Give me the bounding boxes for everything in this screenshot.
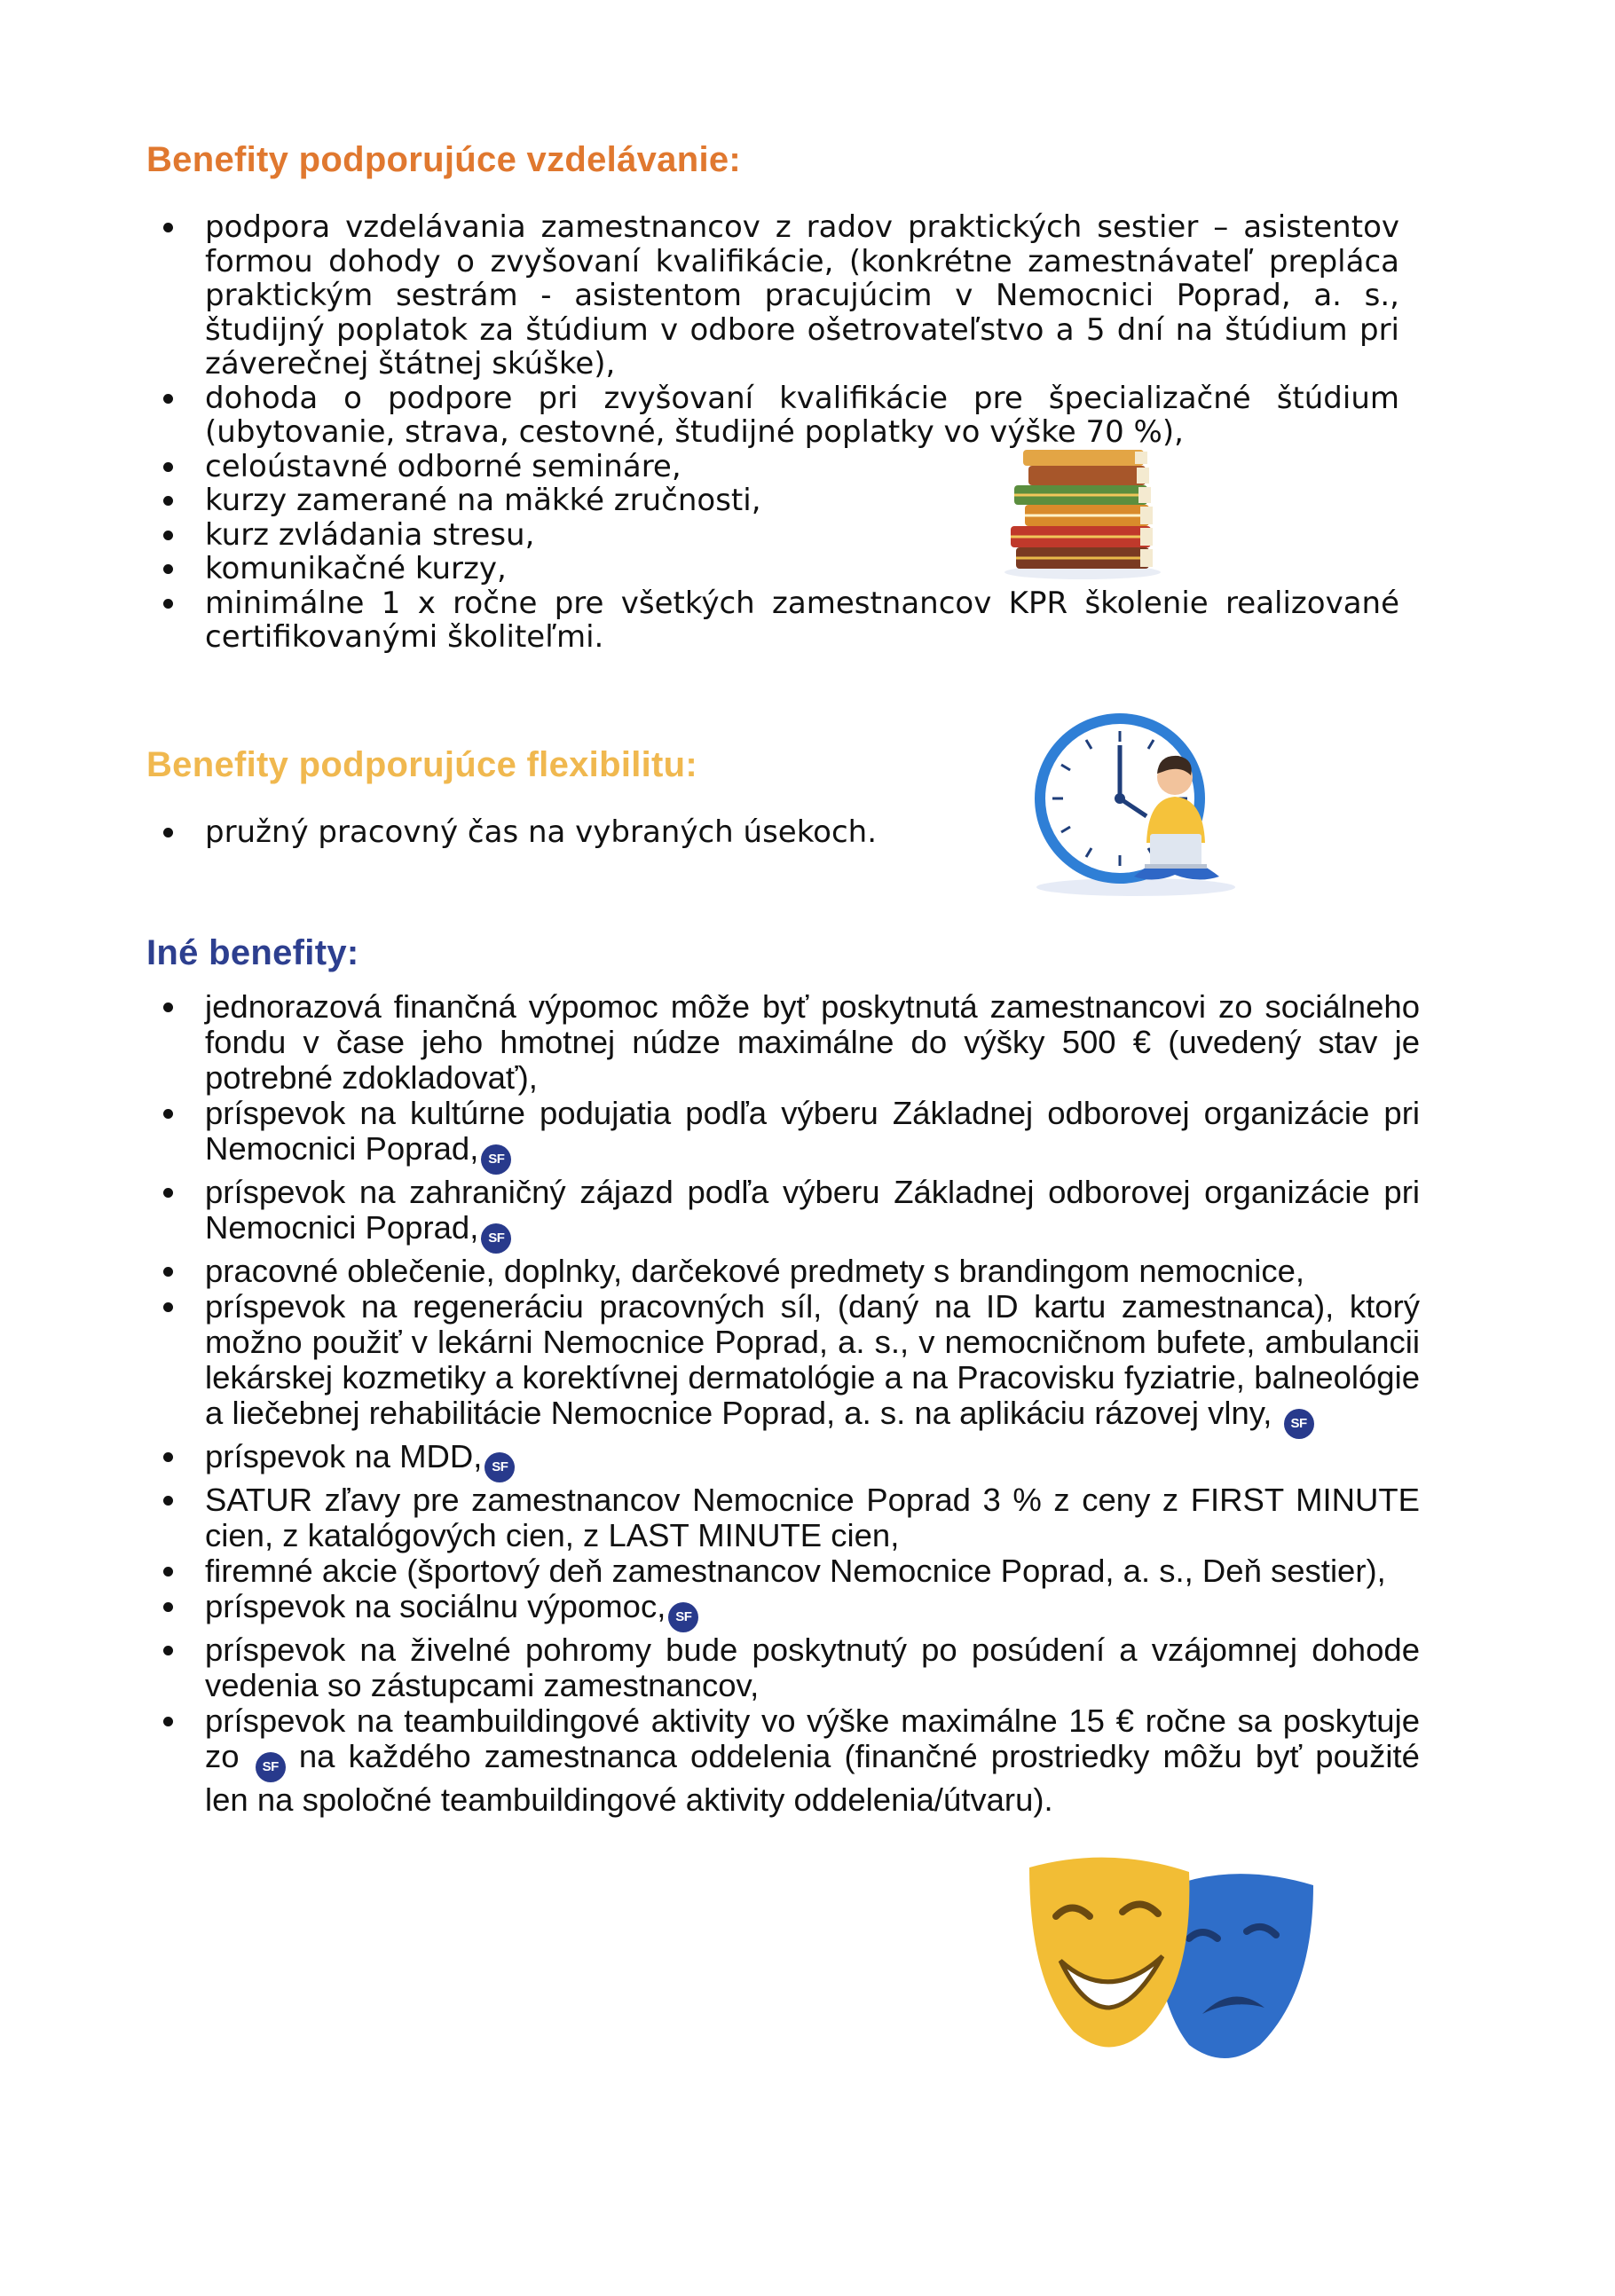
sf-badge-icon: SF [256, 1752, 286, 1782]
sf-badge-icon: SF [481, 1223, 511, 1254]
flexibility-benefits-list [146, 814, 1123, 850]
list-item: kurzy zamerané na mäkké zručnosti, [146, 484, 1399, 518]
list-item: SATUR zľavy pre zamestnancov Nemocnice Poprad 3 % z ceny z FIRST MINUTE cien, z katalógových cien, z LAST MINUTE cien, [146, 1482, 1420, 1553]
sf-badge-icon: SF [484, 1452, 515, 1482]
heading-flexibility: Benefity podporujúce flexibilitu: [146, 745, 698, 784]
list-item: príspevok na kultúrne podujatia podľa výberu Základnej odborovej organizácie pri Nemocnici Poprad, SF [146, 1096, 1420, 1175]
books-icon [998, 448, 1176, 581]
list-item: kurz zvládania stresu, [146, 518, 1399, 553]
list-item: firemné akcie (športový deň zamestnancov Nemocnice Poprad, a. s., Deň sestier), [146, 1553, 1420, 1589]
sf-badge-icon: SF [481, 1144, 511, 1175]
other-benefits-list [146, 989, 1420, 1818]
list-item: pružný pracovný čas na vybraných úsekoch. [146, 814, 1123, 850]
list-item: minimálne 1 x ročne pre všetkých zamestnancov KPR školenie realizované certifikovanými školiteľmi. [146, 586, 1399, 655]
list-item: príspevok na živelné pohromy bude poskytnutý po posúdení a vzájomnej dohode vedenia so zástupcami zamestnancov, [146, 1632, 1420, 1703]
list-item: podpora vzdelávania zamestnancov z radov praktických sestier – asistentov formou dohody o zvyšovaní kvalifikácie, (konkrétne zamestnávateľ prepláca praktickým sestrám - asistentom pracujúcim v Nemocnici Poprad, a. s., študijný poplatok za štúdium v odbore ošetrovateľstvo a 5 dní na štúdium pri záverečnej štátnej skúške), [146, 210, 1399, 381]
list-item: celoústavné odborné semináre, [146, 450, 1399, 484]
clock-person-icon [1029, 710, 1242, 900]
list-item: príspevok na sociálnu výpomoc, SF [146, 1589, 1420, 1632]
education-benefits-list [146, 210, 1399, 655]
list-item: pracovné oblečenie, doplnky, darčekové predmety s brandingom nemocnice, [146, 1254, 1420, 1289]
list-item: jednorazová finančná výpomoc môže byť poskytnutá zamestnancovi zo sociálneho fondu v čase jeho hmotnej núdze maximálne do výšky 500 € (uvedený stav je potrebné zdokladovať), [146, 989, 1420, 1096]
sf-badge-icon: SF [668, 1602, 698, 1632]
theater-masks-icon [1020, 1850, 1322, 2072]
list-item: komunikačné kurzy, [146, 552, 1399, 586]
sf-badge-icon: SF [1284, 1409, 1314, 1439]
list-item: príspevok na teambuildingové aktivity vo výške maximálne 15 € ročne sa poskytuje zo SF na každého zamestnanca oddelenia (finančné prostriedky môžu byť použité len na spoločné teambuildingové aktivity oddelenia/útvaru). [146, 1703, 1420, 1818]
list-item: príspevok na MDD, SF [146, 1439, 1420, 1482]
heading-other: Iné benefity: [146, 933, 359, 972]
list-item: príspevok na regeneráciu pracovných síl, (daný na ID kartu zamestnanca), ktorý možno použiť v lekárni Nemocnice Poprad, a. s., v nemocničnom bufete, ambulancii lekárskej kozmetiky a korektívnej dermatológie a na Pracovisku fyziatrie, balneológie a liečebnej rehabilitácie Nemocnice Poprad, a. s. na aplikáciu rázovej vlny, SF [146, 1289, 1420, 1439]
list-item: dohoda o podpore pri zvyšovaní kvalifikácie pre špecializačné štúdium (ubytovanie, strava, cestovné, študijné poplatky vo výške 70 %), [146, 381, 1399, 450]
heading-education: Benefity podporujúce vzdelávanie: [146, 140, 742, 179]
list-item: príspevok na zahraničný zájazd podľa výberu Základnej odborovej organizácie pri Nemocnici Poprad, SF [146, 1175, 1420, 1254]
